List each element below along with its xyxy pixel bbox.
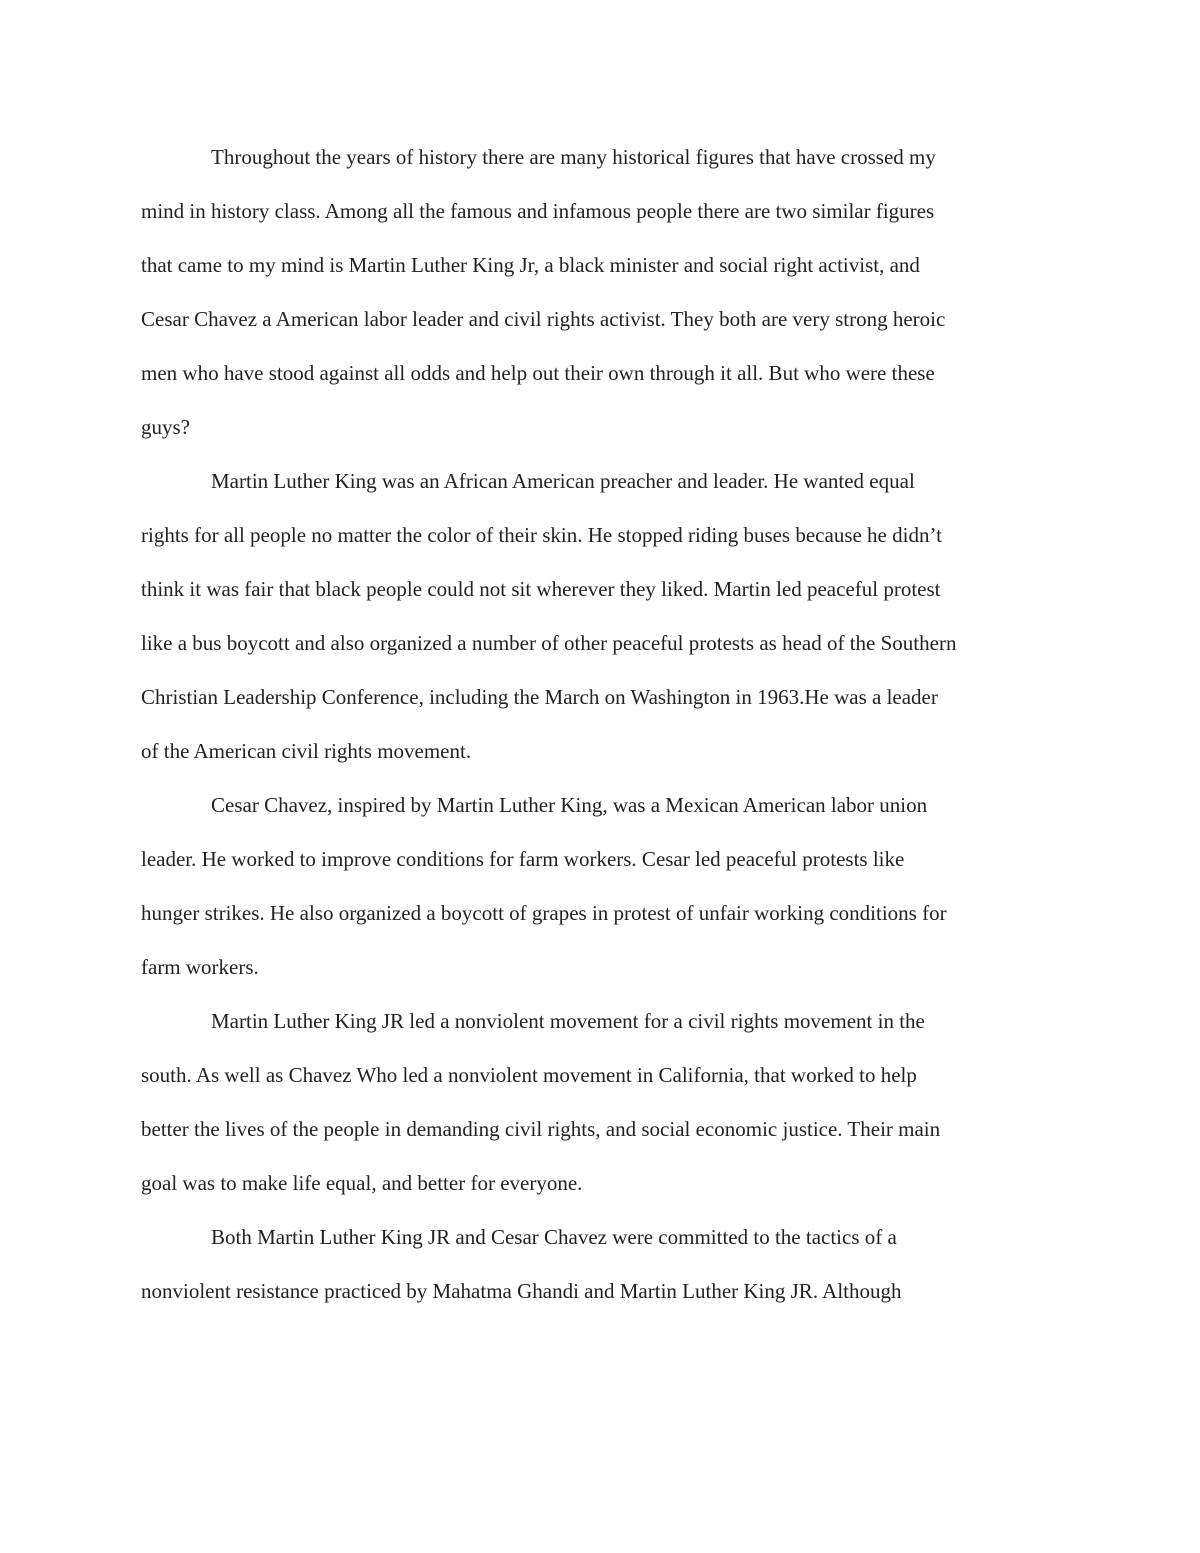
paragraph-cesar-chavez: Cesar Chavez, inspired by Martin Luther King, was a Mexican American labor union leader. He worked to improve conditions for farm workers. Cesar led peaceful protests like hunger strikes. He also organized a boycott of grapes in protest of unfair working conditions for farm workers. <box>141 793 947 979</box>
paragraph-tactics: Both Martin Luther King JR and Cesar Chavez were committed to the tactics of a nonviolent resistance practiced by Mahatma Ghandi and Martin Luther King JR. Although <box>141 1225 902 1303</box>
paragraph-nonviolent-movements: Martin Luther King JR led a nonviolent movement for a civil rights movement in the south. As well as Chavez Who led a nonviolent movement in California, that worked to help better the lives of the people in demanding civil rights, and social economic justice. Their main goal was to make life equal, and better for everyone. <box>141 1009 941 1195</box>
paragraph-intro: Throughout the years of history there are many historical figures that have crossed my mind in history class. Among all the famous and infamous people there are two similar figures that came to my mind is Martin Luther King Jr, a black minister and social right activist, and Cesar Chavez a American labor leader and civil rights activist. They both are very strong heroic men who have stood against all odds and help out their own through it all. But who were these guys? <box>141 145 946 439</box>
essay-body <box>141 130 1057 1318</box>
paragraph-martin-luther-king: Martin Luther King was an African American preacher and leader. He wanted equal rights for all people no matter the color of their skin. He stopped riding buses because he didn’t think it was fair that black people could not sit wherever they liked. Martin led peaceful protest like a bus boycott and also organized a number of other peaceful protests as head of the Southern Christian Leadership Conference, including the March on Washington in 1963.He was a leader of the American civil rights movement. <box>141 469 957 763</box>
